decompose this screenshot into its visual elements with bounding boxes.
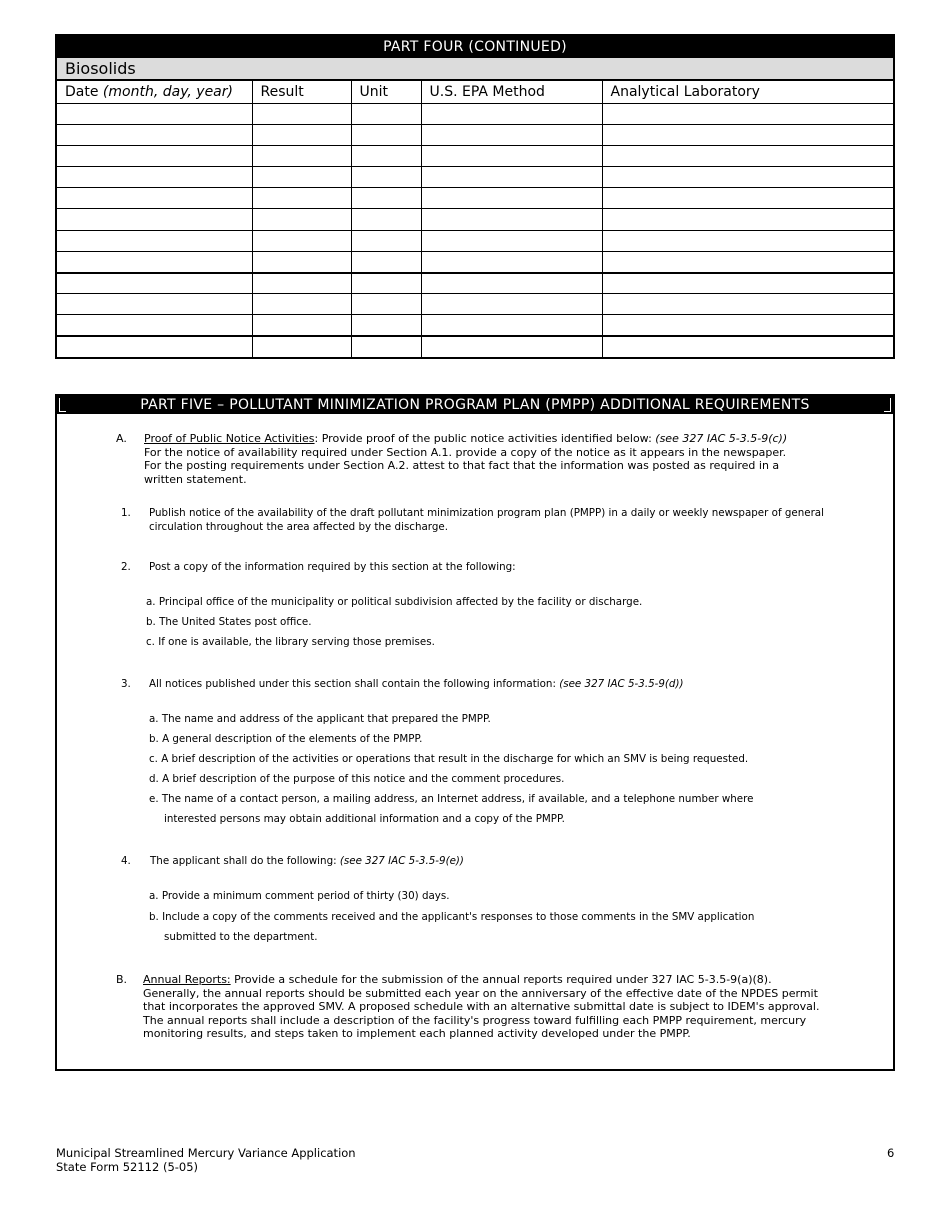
corner-mark <box>884 398 891 412</box>
column-header-result: Result <box>252 81 351 103</box>
section-a-line: written statement. <box>144 472 247 486</box>
unit-cell[interactable] <box>351 294 421 315</box>
table-row <box>57 294 893 315</box>
item-2c: c. If one is available, the library serving those premises. <box>146 636 435 648</box>
result-cell[interactable] <box>252 145 351 166</box>
result-cell[interactable] <box>252 188 351 209</box>
date-cell[interactable] <box>57 188 252 209</box>
section-a-marker: A. <box>116 432 127 445</box>
date-cell[interactable] <box>57 294 252 315</box>
unit-cell[interactable] <box>351 251 421 272</box>
unit-cell[interactable] <box>351 315 421 336</box>
corner-mark <box>59 398 66 412</box>
column-header-lab: Analytical Laboratory <box>602 81 893 103</box>
unit-cell[interactable] <box>351 336 421 357</box>
lab-cell[interactable] <box>602 209 893 230</box>
lab-cell[interactable] <box>602 251 893 272</box>
date-cell[interactable] <box>57 124 252 145</box>
part-four-table <box>55 34 895 359</box>
table-row <box>57 145 893 166</box>
part-five-box <box>55 394 895 1071</box>
method-cell[interactable] <box>421 294 602 315</box>
method-cell[interactable] <box>421 209 602 230</box>
result-cell[interactable] <box>252 209 351 230</box>
section-b-heading: Annual Reports: <box>143 973 231 986</box>
form-name: Municipal Streamlined Mercury Variance Application <box>56 1146 356 1160</box>
table-row <box>57 124 893 145</box>
method-cell[interactable] <box>421 336 602 357</box>
item-3-text: All notices published under this section shall contain the following information: (see 327 IAC 5-3.5-9(d)) <box>149 678 684 690</box>
table-row <box>57 315 893 336</box>
lab-cell[interactable] <box>602 188 893 209</box>
item-1-marker: 1. <box>121 507 131 519</box>
unit-cell[interactable] <box>351 145 421 166</box>
table-row <box>57 336 893 357</box>
unit-cell[interactable] <box>351 230 421 251</box>
unit-cell[interactable] <box>351 209 421 230</box>
result-cell[interactable] <box>252 273 351 294</box>
part-five-title: PART FIVE – POLLUTANT MINIMIZATION PROGRAM PLAN (PMPP) ADDITIONAL REQUIREMENTS <box>140 397 810 413</box>
item-4b-cont: submitted to the department. <box>164 931 318 943</box>
date-cell[interactable] <box>57 167 252 188</box>
date-cell[interactable] <box>57 251 252 272</box>
biosolids-results-table <box>57 81 893 357</box>
lab-cell[interactable] <box>602 273 893 294</box>
page-number: 6 <box>887 1146 895 1160</box>
section-a-line: For the notice of availability required under Section A.1. provide a copy of the notice as it appears in the newspaper. <box>144 445 787 459</box>
unit-cell[interactable] <box>351 188 421 209</box>
section-b: Annual Reports: Provide a schedule for the submission of the annual reports required under 327 IAC 5-3.5-9(a)(8). Generally, the annual reports should be submitted each year on the anniversary of the effective date of the NPDES permit that incorporates the approved SMV. A proposed schedule with an alternative submittal date is subject to IDEM's approval. The annual reports shall include a description of the facility's progress toward fulfilling each PMPP requirement, mercury monitoring results, and steps taken to implement each planned activity developed under the PMPP. <box>143 973 820 1040</box>
part-five-title-bar <box>57 396 893 414</box>
date-cell[interactable] <box>57 209 252 230</box>
item-4-text: The applicant shall do the following: (see 327 IAC 5-3.5-9(e)) <box>150 855 464 867</box>
unit-cell[interactable] <box>351 273 421 294</box>
result-cell[interactable] <box>252 315 351 336</box>
table-row <box>57 230 893 251</box>
table-row <box>57 188 893 209</box>
footer <box>56 1146 356 1174</box>
lab-cell[interactable] <box>602 145 893 166</box>
section-b-marker: B. <box>116 973 128 986</box>
lab-cell[interactable] <box>602 124 893 145</box>
item-3e-cont: interested persons may obtain additional information and a copy of the PMPP. <box>164 813 565 825</box>
table-row <box>57 273 893 294</box>
result-cell[interactable] <box>252 103 351 124</box>
method-cell[interactable] <box>421 230 602 251</box>
form-number: State Form 52112 (5-05) <box>56 1160 199 1174</box>
result-cell[interactable] <box>252 336 351 357</box>
date-cell[interactable] <box>57 145 252 166</box>
item-3a: a. The name and address of the applicant that prepared the PMPP. <box>149 713 491 725</box>
section-a-line: For the posting requirements under Section A.2. attest to that fact that the information was posted as required in a <box>144 459 780 472</box>
item-2a: a. Principal office of the municipality or political subdivision affected by the facility or discharge. <box>146 596 643 608</box>
method-cell[interactable] <box>421 124 602 145</box>
date-cell[interactable] <box>57 315 252 336</box>
item-3b: b. A general description of the elements of the PMPP. <box>149 733 423 745</box>
item-4b: b. Include a copy of the comments received and the applicant's responses to those comments in the SMV application <box>149 911 755 923</box>
unit-cell[interactable] <box>351 167 421 188</box>
item-2-text: Post a copy of the information required by this section at the following: <box>149 561 516 573</box>
item-4-marker: 4. <box>121 855 131 867</box>
lab-cell[interactable] <box>602 294 893 315</box>
date-cell[interactable] <box>57 230 252 251</box>
item-3e: e. The name of a contact person, a mailing address, an Internet address, if available, and a telephone number where <box>149 793 754 805</box>
column-header-unit: Unit <box>351 81 421 103</box>
section-a: Proof of Public Notice Activities: Provide proof of the public notice activities identified below: (see 327 IAC 5-3.5-9(c)) For the notice of availability required under Section A.1. provide a copy of the notice as it appears in the newspaper. For the posting requirements under Section A.2. attest to that fact that the information was posted as required in a written statement. <box>144 432 788 486</box>
item-3c: c. A brief description of the activities or operations that result in the discharge for which an SMV is being requested. <box>149 753 749 765</box>
method-cell[interactable] <box>421 251 602 272</box>
lab-cell[interactable] <box>602 315 893 336</box>
table-row <box>57 209 893 230</box>
item-2b: b. The United States post office. <box>146 616 312 628</box>
unit-cell[interactable] <box>351 124 421 145</box>
result-cell[interactable] <box>252 167 351 188</box>
column-header-date: Date (month, day, year) <box>57 81 252 103</box>
item-3-marker: 3. <box>121 678 131 690</box>
date-cell[interactable] <box>57 336 252 357</box>
method-cell[interactable] <box>421 273 602 294</box>
date-cell[interactable] <box>57 273 252 294</box>
lab-cell[interactable] <box>602 167 893 188</box>
method-cell[interactable] <box>421 315 602 336</box>
result-cell[interactable] <box>252 124 351 145</box>
method-cell[interactable] <box>421 167 602 188</box>
item-4a: a. Provide a minimum comment period of thirty (30) days. <box>149 890 450 902</box>
lab-cell[interactable] <box>602 336 893 357</box>
column-header-method: U.S. EPA Method <box>421 81 602 103</box>
table-row <box>57 103 893 124</box>
method-cell[interactable] <box>421 103 602 124</box>
item-3d: d. A brief description of the purpose of this notice and the comment procedures. <box>149 773 565 785</box>
section-a-heading: Proof of Public Notice Activities <box>144 432 315 445</box>
part-four-title: PART FOUR (CONTINUED) <box>57 36 893 58</box>
result-cell[interactable] <box>252 251 351 272</box>
date-cell[interactable] <box>57 103 252 124</box>
result-cell[interactable] <box>252 230 351 251</box>
lab-cell[interactable] <box>602 103 893 124</box>
table-row <box>57 167 893 188</box>
biosolids-heading: Biosolids <box>57 58 893 81</box>
item-2-marker: 2. <box>121 561 131 573</box>
method-cell[interactable] <box>421 188 602 209</box>
method-cell[interactable] <box>421 145 602 166</box>
item-1: Publish notice of the availability of the draft pollutant minimization program plan (PMPP) in a daily or weekly newspaper of general circulation throughout the area affected by the discharge. <box>149 507 824 533</box>
lab-cell[interactable] <box>602 230 893 251</box>
table-row <box>57 251 893 272</box>
result-cell[interactable] <box>252 294 351 315</box>
unit-cell[interactable] <box>351 103 421 124</box>
